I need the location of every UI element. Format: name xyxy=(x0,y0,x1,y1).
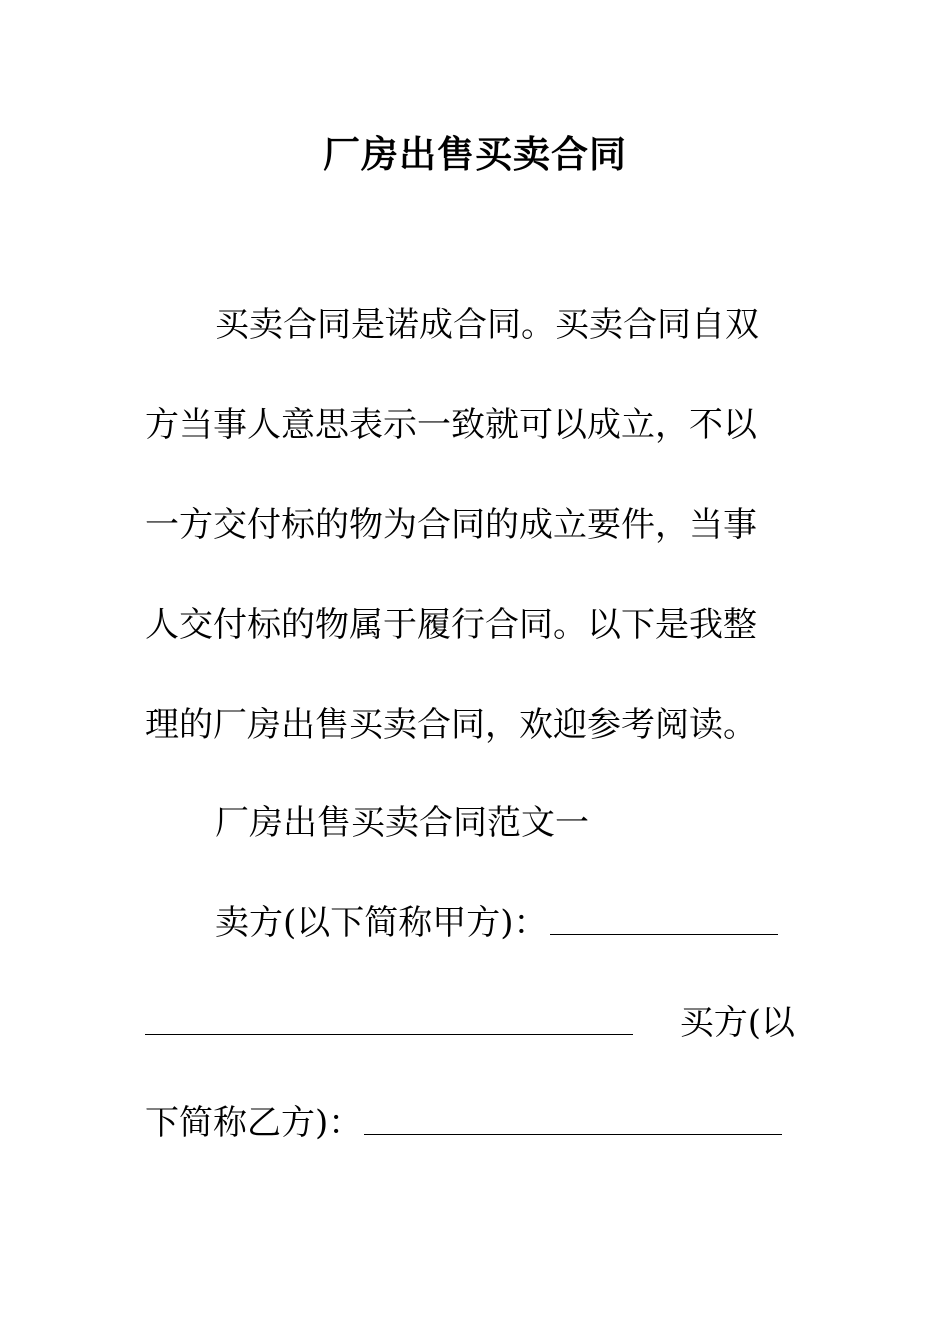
intro-line-1: 买卖合同是诺成合同。买卖合同自双 xyxy=(215,305,759,345)
intro-line-5: 理的厂房出售买卖合同，欢迎参考阅读。 xyxy=(145,705,757,745)
seller-label: 卖方(以下简称甲方)： xyxy=(215,903,548,943)
intro-line-3: 一方交付标的物为合同的成立要件，当事 xyxy=(145,505,757,545)
document-title: 厂房出售买卖合同 xyxy=(323,132,627,176)
buyer-name-blank xyxy=(364,1098,782,1135)
buyer-label-start: 买方(以 xyxy=(679,1003,795,1043)
buyer-row xyxy=(145,1098,795,1148)
seller-name-blank-continued xyxy=(145,998,633,1035)
intro-line-2: 方当事人意思表示一致就可以成立，不以 xyxy=(145,405,757,445)
section-heading: 厂房出售买卖合同范文一 xyxy=(215,803,589,843)
seller-name-blank xyxy=(550,898,778,935)
buyer-label-end: 下简称乙方)： xyxy=(145,1103,363,1143)
seller-row xyxy=(215,898,795,948)
intro-line-4: 人交付标的物属于履行合同。以下是我整 xyxy=(145,605,757,645)
seller-buyer-row xyxy=(145,998,795,1048)
